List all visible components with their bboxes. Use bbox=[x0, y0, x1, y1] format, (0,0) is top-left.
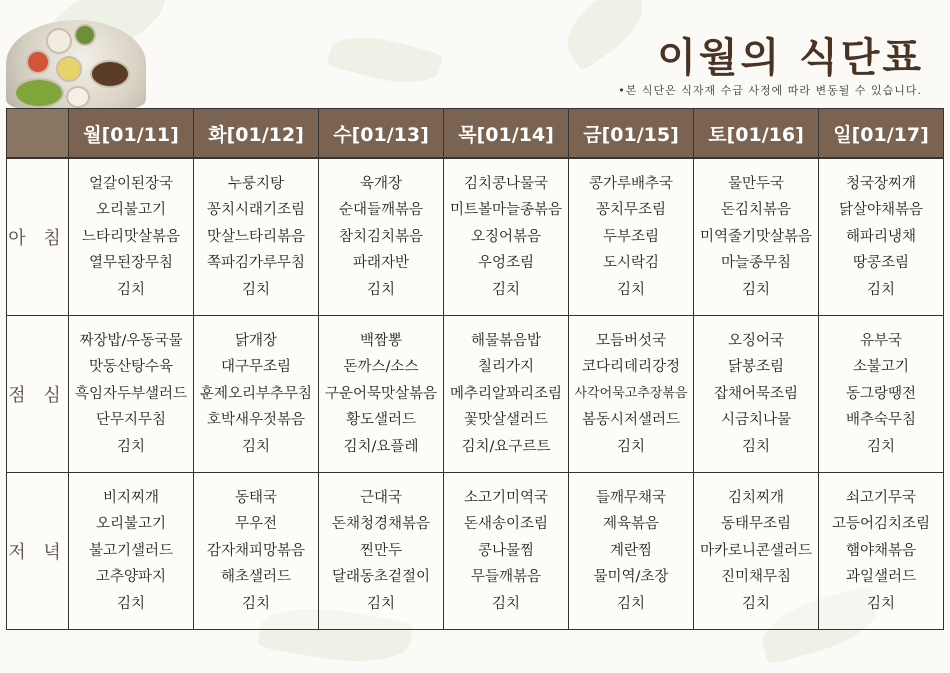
menu-item: 김치/요구르트 bbox=[461, 438, 551, 455]
menu-cell bbox=[194, 473, 319, 630]
menu-cell bbox=[819, 473, 944, 630]
menu-item: 맛살느타리볶음 bbox=[206, 228, 306, 245]
menu-item: 돈채청경채볶음 bbox=[331, 516, 431, 533]
menu-item: 김치 bbox=[866, 438, 895, 455]
meal-row bbox=[7, 316, 944, 473]
food-photo bbox=[6, 20, 146, 108]
menu-item: 호박새우젓볶음 bbox=[206, 412, 306, 429]
menu-item: 황도샐러드 bbox=[345, 412, 417, 429]
menu-item: 느타리맛살볶음 bbox=[81, 228, 181, 245]
menu-item: 두부조림 bbox=[602, 228, 660, 245]
menu-cell bbox=[694, 158, 819, 316]
notice-text: •본 식단은 식자재 수급 사정에 따라 변동될 수 있습니다. bbox=[618, 84, 922, 97]
menu-item: 김치 bbox=[741, 595, 770, 612]
menu-item: 꽃맛살샐러드 bbox=[463, 412, 549, 429]
header bbox=[0, 0, 950, 108]
menu-item: 오징어볶음 bbox=[470, 228, 542, 245]
menu-item: 고추양파지 bbox=[95, 569, 167, 586]
day-header: 수[01/13] bbox=[319, 109, 444, 159]
menu-item: 김치찌개 bbox=[727, 489, 785, 506]
meal-label: 아 침 bbox=[7, 158, 69, 316]
menu-item: 김치 bbox=[116, 281, 145, 298]
page-title: 이월의 식단표 bbox=[657, 35, 924, 81]
menu-item: 땅콩조림 bbox=[852, 255, 910, 272]
menu-item: 누룽지탕 bbox=[227, 175, 285, 192]
menu-cell bbox=[819, 158, 944, 316]
table-header-row bbox=[7, 109, 944, 159]
menu-item: 동태국 bbox=[234, 489, 278, 506]
menu-item: 김치 bbox=[491, 595, 520, 612]
menu-item: 비지찌개 bbox=[102, 489, 160, 506]
menu-item: 돈김치볶음 bbox=[720, 202, 792, 219]
menu-item: 김치/요플레 bbox=[343, 438, 419, 455]
day-header: 월[01/11] bbox=[69, 109, 194, 159]
day-header: 토[01/16] bbox=[694, 109, 819, 159]
meal-label: 점 심 bbox=[7, 316, 69, 473]
menu-item: 돈새송이조림 bbox=[463, 516, 549, 533]
menu-cell bbox=[569, 316, 694, 473]
menu-item: 구운어묵맛살볶음 bbox=[324, 385, 438, 402]
menu-item: 대구무조림 bbox=[220, 359, 292, 376]
menu-cell bbox=[69, 316, 194, 473]
menu-item: 청국장찌개 bbox=[845, 175, 917, 192]
menu-item: 김치 bbox=[241, 438, 270, 455]
menu-cell bbox=[444, 158, 569, 316]
menu-item: 김치 bbox=[491, 281, 520, 298]
menu-item: 칠리가지 bbox=[477, 359, 535, 376]
menu-item: 콩가루배추국 bbox=[588, 175, 674, 192]
menu-item: 무들깨볶음 bbox=[470, 569, 542, 586]
menu-item: 모듬버섯국 bbox=[595, 332, 667, 349]
menu-item: 감자채피망볶음 bbox=[206, 542, 306, 559]
menu-item: 맛동산탕수육 bbox=[88, 359, 174, 376]
menu-cell bbox=[444, 316, 569, 473]
menu-item: 김치 bbox=[116, 595, 145, 612]
day-header: 목[01/14] bbox=[444, 109, 569, 159]
menu-item: 소불고기 bbox=[852, 359, 910, 376]
dish-image bbox=[66, 86, 90, 108]
menu-cell bbox=[69, 158, 194, 316]
menu-item: 해물볶음밥 bbox=[470, 332, 542, 349]
dish-image bbox=[74, 24, 96, 46]
menu-item: 훈제오리부추무침 bbox=[199, 385, 313, 402]
menu-item: 김치 bbox=[616, 595, 645, 612]
menu-item: 김치 bbox=[741, 281, 770, 298]
menu-cell bbox=[819, 316, 944, 473]
menu-item: 미트볼마늘종볶음 bbox=[449, 202, 563, 219]
dish-image bbox=[26, 50, 50, 74]
menu-item: 육개장 bbox=[359, 175, 403, 192]
menu-item: 오징어국 bbox=[727, 332, 785, 349]
menu-item: 달래동초겉절이 bbox=[331, 569, 431, 586]
day-header: 금[01/15] bbox=[569, 109, 694, 159]
menu-item: 제육볶음 bbox=[602, 516, 660, 533]
day-header: 일[01/17] bbox=[819, 109, 944, 159]
menu-item: 김치 bbox=[366, 595, 395, 612]
menu-cell bbox=[69, 473, 194, 630]
menu-cell bbox=[694, 316, 819, 473]
menu-cell bbox=[569, 473, 694, 630]
menu-item: 김치콩나물국 bbox=[463, 175, 549, 192]
menu-item: 쇠고기무국 bbox=[845, 489, 917, 506]
menu-item: 물만두국 bbox=[727, 175, 785, 192]
corner-cell bbox=[7, 109, 69, 159]
menu-item: 진미채무침 bbox=[720, 569, 792, 586]
menu-item: 짜장밥/우동국물 bbox=[79, 332, 183, 349]
menu-item: 과일샐러드 bbox=[845, 569, 917, 586]
menu-item: 봄동시저샐러드 bbox=[581, 412, 681, 429]
menu-item: 닭봉조림 bbox=[727, 359, 785, 376]
menu-item: 단무지무침 bbox=[95, 412, 167, 429]
menu-item: 해초샐러드 bbox=[220, 569, 292, 586]
menu-cell bbox=[319, 158, 444, 316]
menu-item: 계란찜 bbox=[609, 542, 653, 559]
menu-item: 백짬뽕 bbox=[359, 332, 403, 349]
menu-item: 해파리냉채 bbox=[845, 228, 917, 245]
menu-item: 배추숙무침 bbox=[845, 412, 917, 429]
menu-item: 꽁치무조림 bbox=[595, 202, 667, 219]
menu-item: 물미역/초장 bbox=[593, 569, 669, 586]
menu-item: 김치 bbox=[116, 438, 145, 455]
menu-item: 사각어묵고추장볶음 bbox=[574, 385, 688, 401]
menu-item: 순대들깨볶음 bbox=[338, 202, 424, 219]
menu-item: 얼갈이된장국 bbox=[88, 175, 174, 192]
menu-item: 불고기샐러드 bbox=[88, 542, 174, 559]
menu-cell bbox=[444, 473, 569, 630]
menu-item: 파래자반 bbox=[352, 255, 410, 272]
meal-label: 저 녁 bbox=[7, 473, 69, 630]
menu-item: 마늘종무침 bbox=[720, 255, 792, 272]
menu-cell bbox=[194, 158, 319, 316]
menu-item: 햄야채볶음 bbox=[845, 542, 917, 559]
menu-item: 들깨무채국 bbox=[595, 489, 667, 506]
dish-image bbox=[46, 28, 72, 54]
menu-item: 김치 bbox=[241, 281, 270, 298]
menu-item: 닭살야채볶음 bbox=[838, 202, 924, 219]
meal-row bbox=[7, 473, 944, 630]
menu-item: 근대국 bbox=[359, 489, 403, 506]
menu-item: 쪽파김가루무침 bbox=[206, 255, 306, 272]
menu-item: 흑임자두부샐러드 bbox=[74, 385, 188, 402]
menu-item: 마카로니콘샐러드 bbox=[699, 542, 813, 559]
menu-item: 김치 bbox=[616, 438, 645, 455]
menu-cell bbox=[319, 316, 444, 473]
menu-item: 김치 bbox=[866, 595, 895, 612]
menu-item: 오리불고기 bbox=[95, 516, 167, 533]
menu-item: 동태무조림 bbox=[720, 516, 792, 533]
menu-item: 코다리데리강정 bbox=[581, 359, 681, 376]
menu-item: 콩나물찜 bbox=[477, 542, 535, 559]
dish-image bbox=[90, 60, 130, 88]
meal-table bbox=[6, 108, 944, 630]
menu-item: 김치 bbox=[616, 281, 645, 298]
menu-item: 김치 bbox=[241, 595, 270, 612]
menu-item: 꽁치시래기조림 bbox=[206, 202, 306, 219]
menu-item: 김치 bbox=[366, 281, 395, 298]
dish-image bbox=[14, 78, 64, 108]
menu-cell bbox=[569, 158, 694, 316]
menu-cell bbox=[319, 473, 444, 630]
menu-item: 돈까스/소스 bbox=[343, 359, 419, 376]
menu-item: 잡채어묵조림 bbox=[713, 385, 799, 402]
menu-item: 시금치나물 bbox=[720, 412, 792, 429]
menu-item: 오리불고기 bbox=[95, 202, 167, 219]
meal-row bbox=[7, 158, 944, 316]
menu-item: 찐만두 bbox=[359, 542, 403, 559]
menu-item: 유부국 bbox=[859, 332, 903, 349]
day-header: 화[01/12] bbox=[194, 109, 319, 159]
menu-item: 무우전 bbox=[234, 516, 278, 533]
menu-item: 미역줄기맛살볶음 bbox=[699, 228, 813, 245]
menu-item: 닭개장 bbox=[234, 332, 278, 349]
menu-item: 고등어김치조림 bbox=[831, 516, 931, 533]
menu-item: 도시락김 bbox=[602, 255, 660, 272]
menu-item: 동그랑땡전 bbox=[845, 385, 917, 402]
menu-item: 메추리알꽈리조림 bbox=[449, 385, 563, 402]
menu-item: 참치김치볶음 bbox=[338, 228, 424, 245]
menu-cell bbox=[694, 473, 819, 630]
menu-item: 김치 bbox=[741, 438, 770, 455]
menu-item: 소고기미역국 bbox=[463, 489, 549, 506]
dish-image bbox=[56, 56, 82, 82]
menu-cell bbox=[194, 316, 319, 473]
menu-item: 김치 bbox=[866, 281, 895, 298]
menu-item: 우엉조림 bbox=[477, 255, 535, 272]
menu-item: 열무된장무침 bbox=[88, 255, 174, 272]
